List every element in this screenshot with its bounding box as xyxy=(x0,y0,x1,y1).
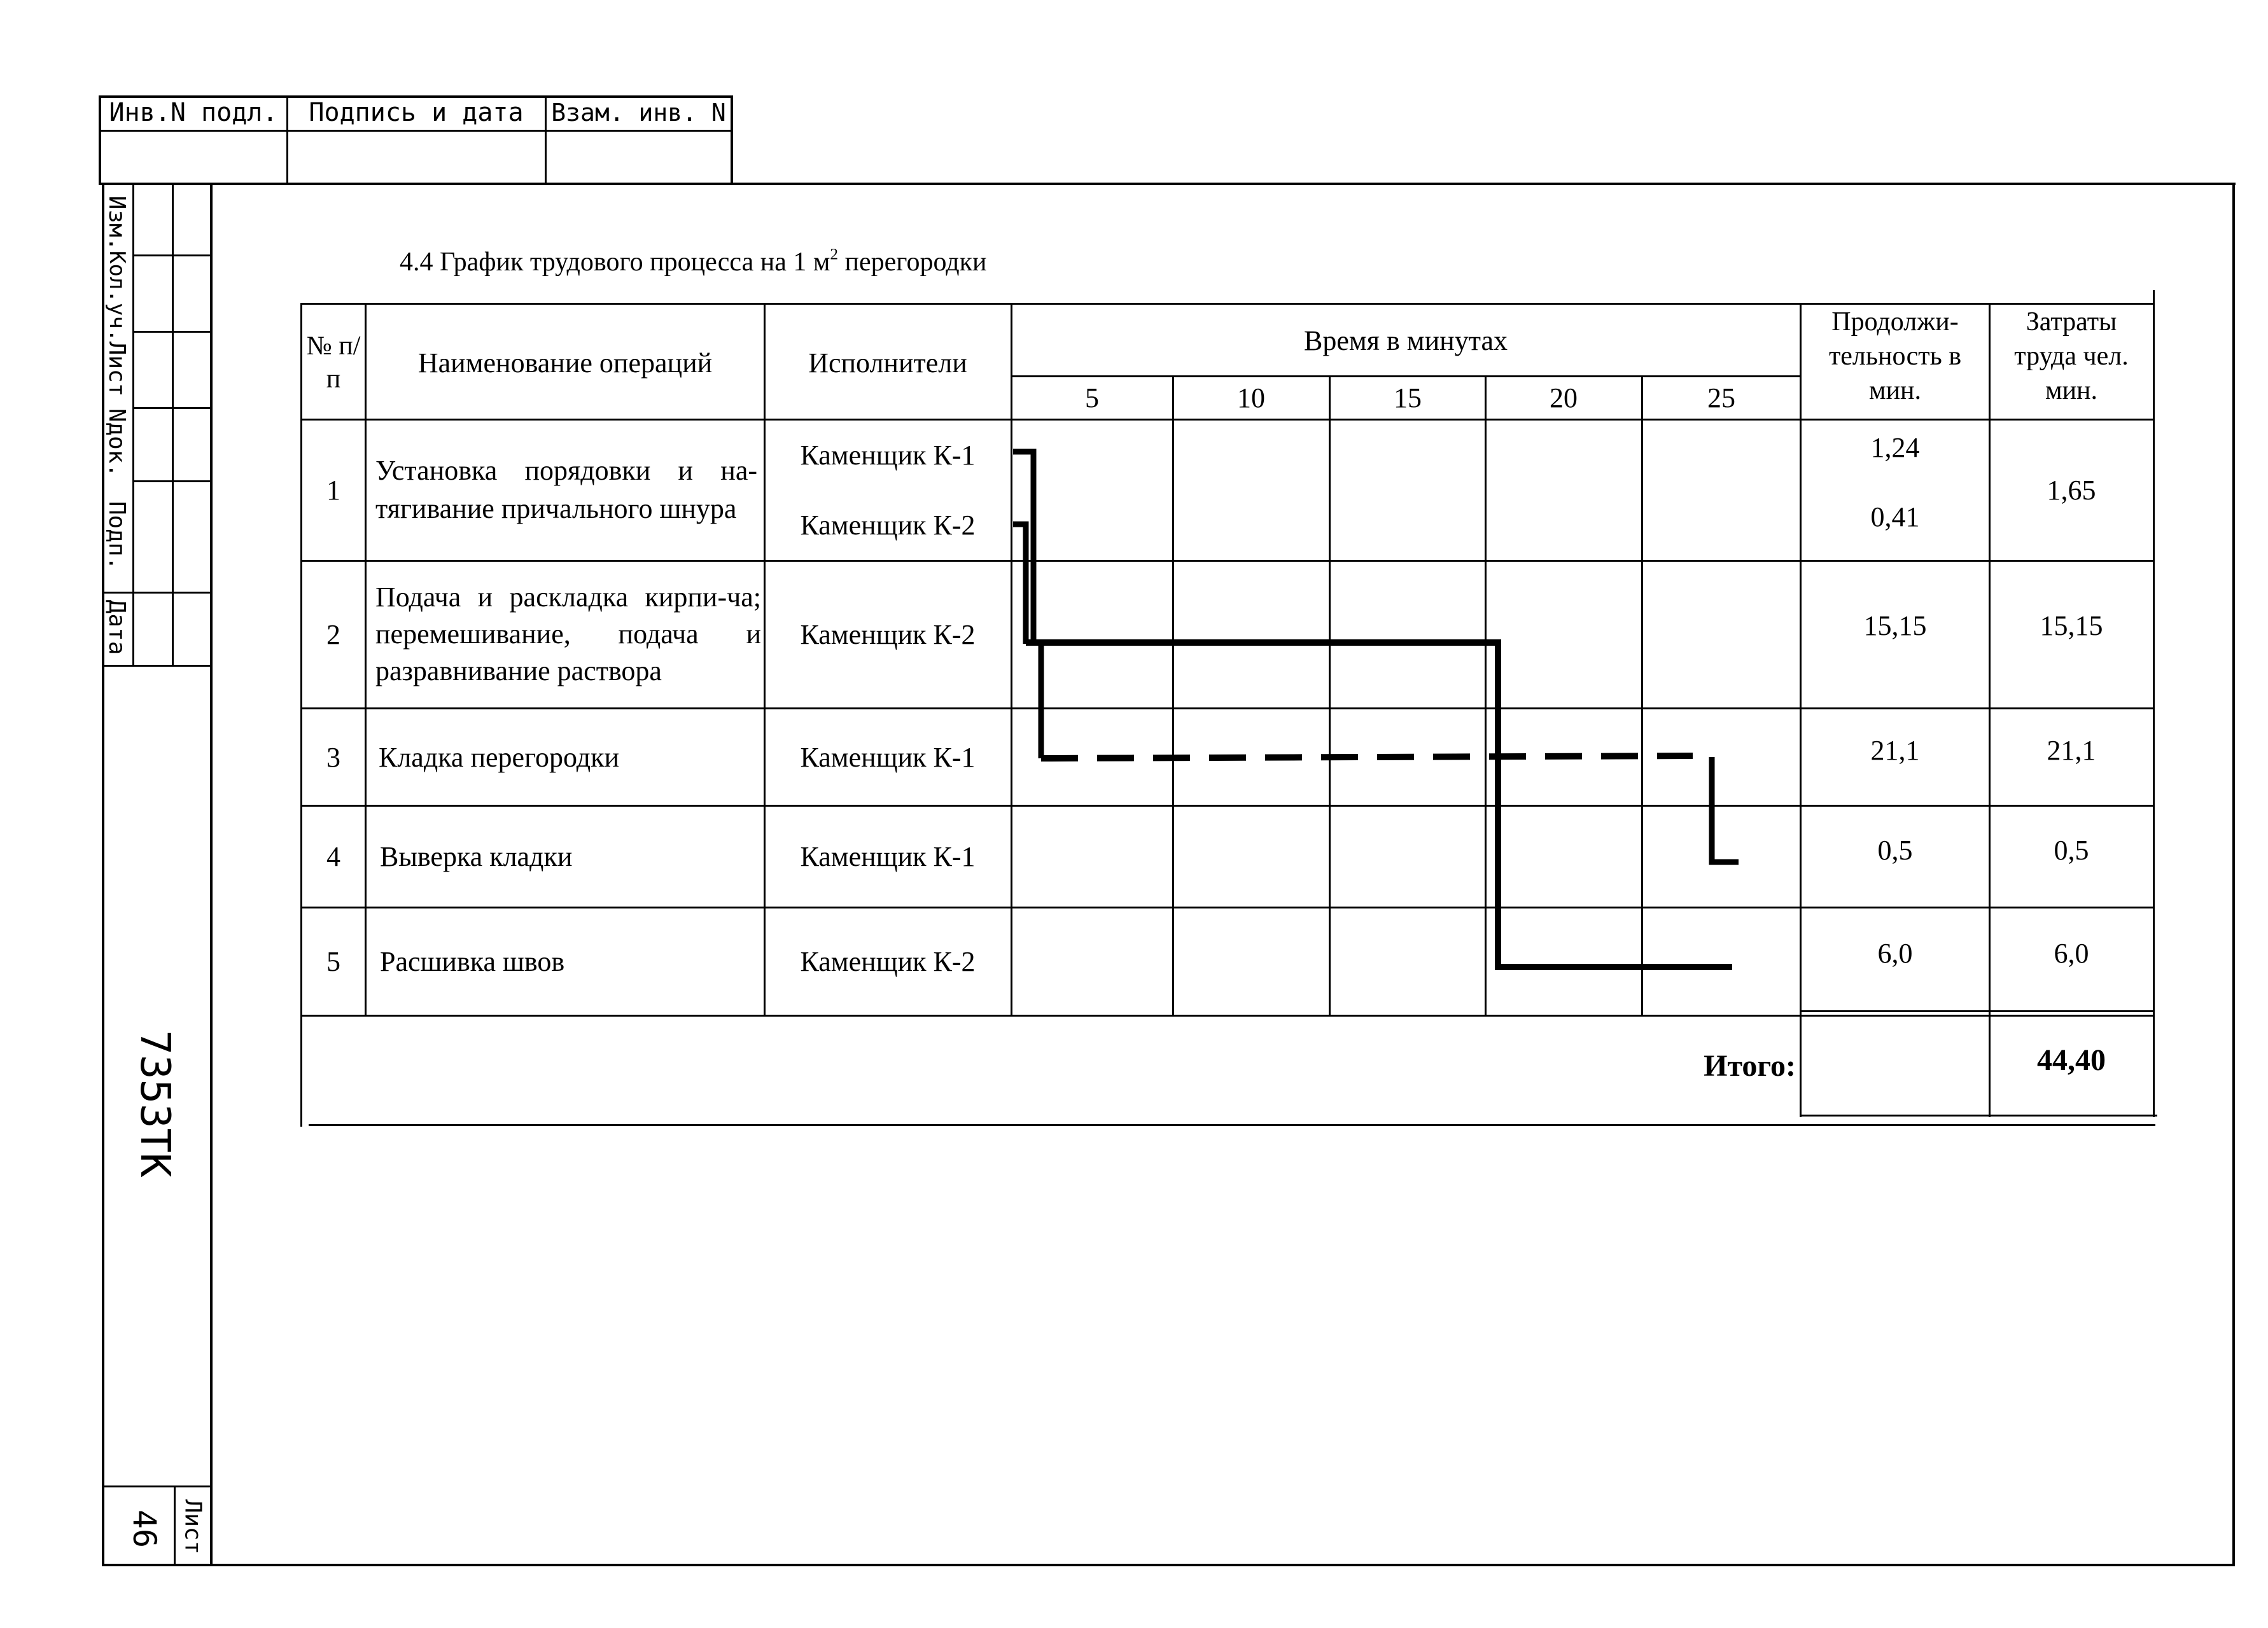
row-performer: Каменщик К-1 xyxy=(800,840,976,872)
time-tick-10: 10 xyxy=(1237,382,1265,414)
section-title-text: 4.4 График трудового процесса на 1 м xyxy=(400,247,830,277)
document-code: 7353TK xyxy=(131,1030,178,1178)
row-duration: 6,0 xyxy=(1877,937,1913,969)
side-koluch-label: Кол.уч. xyxy=(104,251,130,342)
gantt-line-k1-check xyxy=(1712,757,1739,862)
row-operation: Подача и раскладка кирпи-ча; перемешивание, подача и разравнивание раствора xyxy=(375,581,761,686)
podpis-data-label: Подпись и дата xyxy=(309,98,524,127)
header-performers: Исполнители xyxy=(808,347,967,379)
row-operation: Кладка перегородки xyxy=(379,741,620,773)
row-duration: 1,24 xyxy=(1870,431,1920,463)
header-duration: Продолжи-тельность в мин. xyxy=(1828,307,1962,405)
gantt-line-k2-supply xyxy=(1026,643,1732,967)
row-duration: 21,1 xyxy=(1870,734,1920,766)
inv-podl-label: Инв.N подл. xyxy=(109,98,278,127)
time-tick-5: 5 xyxy=(1085,382,1099,414)
total-label: Итого: xyxy=(1704,1048,1796,1083)
side-list-label: Лист xyxy=(104,341,130,397)
row-num: 2 xyxy=(326,618,340,650)
row-labor: 21,1 xyxy=(2047,734,2096,766)
vzam-inv-label: Взам. инв. N xyxy=(551,99,726,127)
row-num: 4 xyxy=(326,840,340,872)
row-labor: 6,0 xyxy=(2054,937,2089,969)
gantt-line-k2-setup xyxy=(1013,524,1026,644)
row-duration: 15,15 xyxy=(1863,609,1927,641)
section-title-suffix: перегородки xyxy=(838,247,987,277)
row-labor: 1,65 xyxy=(2047,474,2096,506)
row-labor: 0,5 xyxy=(2054,834,2089,866)
header-num: № п/п xyxy=(306,331,361,394)
time-tick-25: 25 xyxy=(1707,382,1735,414)
sheet-label: Лист xyxy=(179,1499,206,1555)
side-podp-label: Подп. xyxy=(104,501,130,571)
row-operation: Выверка кладки xyxy=(380,840,573,872)
row-duration: 0,5 xyxy=(1877,834,1913,866)
header-operation: Наименование операций xyxy=(417,347,713,379)
row-operation: Расшивка швов xyxy=(380,945,565,977)
time-tick-15: 15 xyxy=(1394,382,1422,414)
total-value: 44,40 xyxy=(2037,1043,2106,1077)
row-operation: Установка порядовки и на-тягивание причального шнура xyxy=(375,455,757,524)
side-izm-label: Изм. xyxy=(104,195,130,251)
sheet-number: 46 xyxy=(126,1509,163,1548)
gantt-line-k1-masonry xyxy=(1041,756,1693,758)
section-title-sup: 2 xyxy=(830,246,839,263)
row-performer: Каменщик К-1 xyxy=(800,439,976,471)
row-labor: 15,15 xyxy=(2040,609,2103,641)
row-performer: Каменщик К-2 xyxy=(800,618,976,650)
side-ndok-label: Nдок. xyxy=(104,408,130,478)
time-tick-20: 20 xyxy=(1550,382,1578,414)
row-num: 3 xyxy=(326,741,340,773)
side-data-label: Дата xyxy=(104,599,130,655)
header-labor: Затраты труда чел. мин. xyxy=(2014,307,2129,405)
gantt-line-k1-connector xyxy=(1033,643,1041,758)
row-performer: Каменщик К-2 xyxy=(800,509,976,541)
header-time: Время в минутах xyxy=(1304,324,1508,356)
row-performer: Каменщик К-2 xyxy=(800,945,976,977)
row-num: 5 xyxy=(326,945,340,977)
row-num: 1 xyxy=(326,474,340,506)
row-performer: Каменщик К-1 xyxy=(800,741,976,773)
row-duration: 0,41 xyxy=(1870,501,1920,532)
